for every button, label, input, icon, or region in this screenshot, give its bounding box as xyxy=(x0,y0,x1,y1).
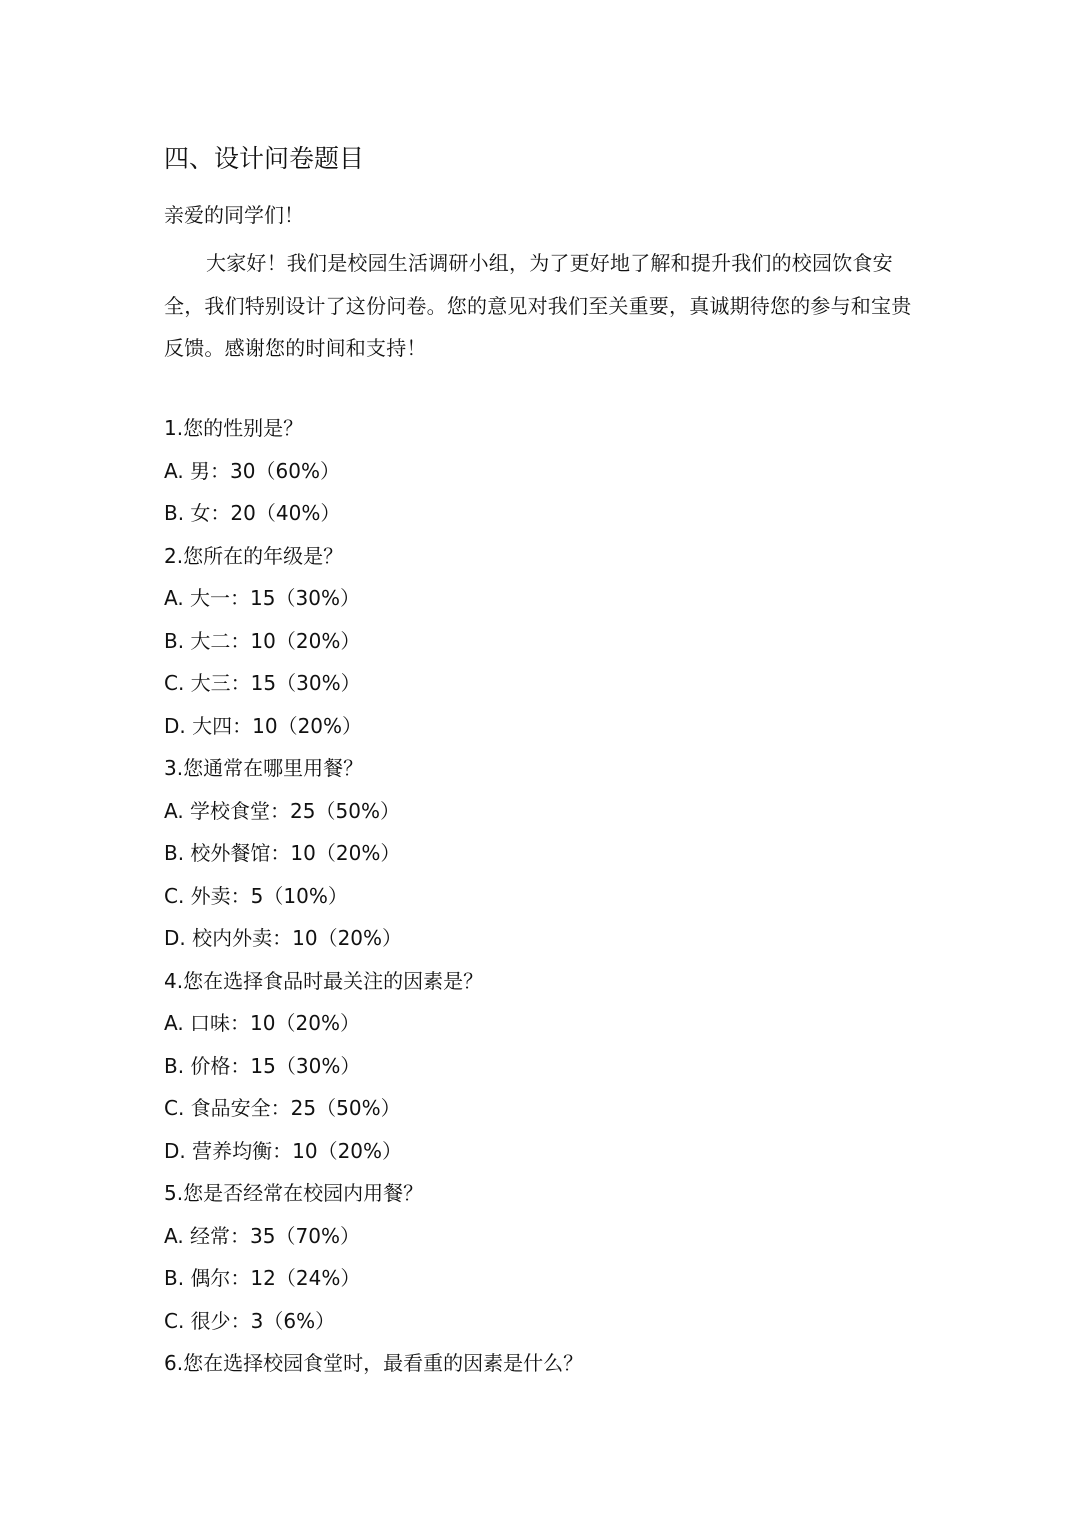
question-1-option-a: A. 男：30（60%） xyxy=(164,458,340,483)
question-3-option-b: B. 校外餐馆：10（20%） xyxy=(164,841,401,865)
question-6-title: 6.您在选择校园食堂时，最看重的因素是什么？ xyxy=(164,1351,584,1375)
question-2-option-d: D. 大四：10（20%） xyxy=(164,713,363,738)
question-3-option-c: C. 外卖：5（10%） xyxy=(164,883,348,908)
question-3-option-a: A. 学校食堂：25（50%） xyxy=(164,798,400,823)
section-heading: 四、设计问卷题目 xyxy=(164,144,365,173)
question-3-title: 3.您通常在哪里用餐？ xyxy=(164,756,364,780)
question-1-option-b: B. 女：20（40%） xyxy=(164,501,341,525)
question-2-title: 2.您所在的年级是？ xyxy=(164,543,344,568)
question-4-option-d: D. 营养均衡：10（20%） xyxy=(164,1138,403,1163)
question-4-title: 4.您在选择食品时最关注的因素是？ xyxy=(164,968,484,993)
question-4-option-a: A. 口味：10（20%） xyxy=(164,1011,360,1035)
question-3-option-d: D. 校内外卖：10（20%） xyxy=(164,926,403,950)
question-2-option-a: A. 大一：15（30%） xyxy=(164,586,360,610)
greeting-text: 亲爱的同学们！ xyxy=(164,203,304,227)
question-2-option-b: B. 大二：10（20%） xyxy=(164,628,361,653)
question-5-option-b: B. 偶尔：12（24%） xyxy=(164,1266,361,1290)
question-4-option-b: B. 价格：15（30%） xyxy=(164,1053,361,1078)
survey-question-list xyxy=(164,411,583,1389)
intro-paragraph: 大家好！我们是校园生活调研小组，为了更好地了解和提升我们的校园饮食安全，我们特别设计了这份问卷。您的意见对我们至关重要，真诚期待您的参与和宝贵反馈。感谢您的时间和支持！ xyxy=(164,251,912,360)
question-1-title: 1.您的性别是？ xyxy=(164,416,304,440)
question-5-option-c: C. 很少：3（6%） xyxy=(164,1308,336,1333)
question-5-title: 5.您是否经常在校园内用餐？ xyxy=(164,1181,424,1205)
question-4-option-c: C. 食品安全：25（50%） xyxy=(164,1096,401,1120)
question-2-option-c: C. 大三：15（30%） xyxy=(164,671,361,695)
question-5-option-a: A. 经常：35（70%） xyxy=(164,1223,360,1248)
